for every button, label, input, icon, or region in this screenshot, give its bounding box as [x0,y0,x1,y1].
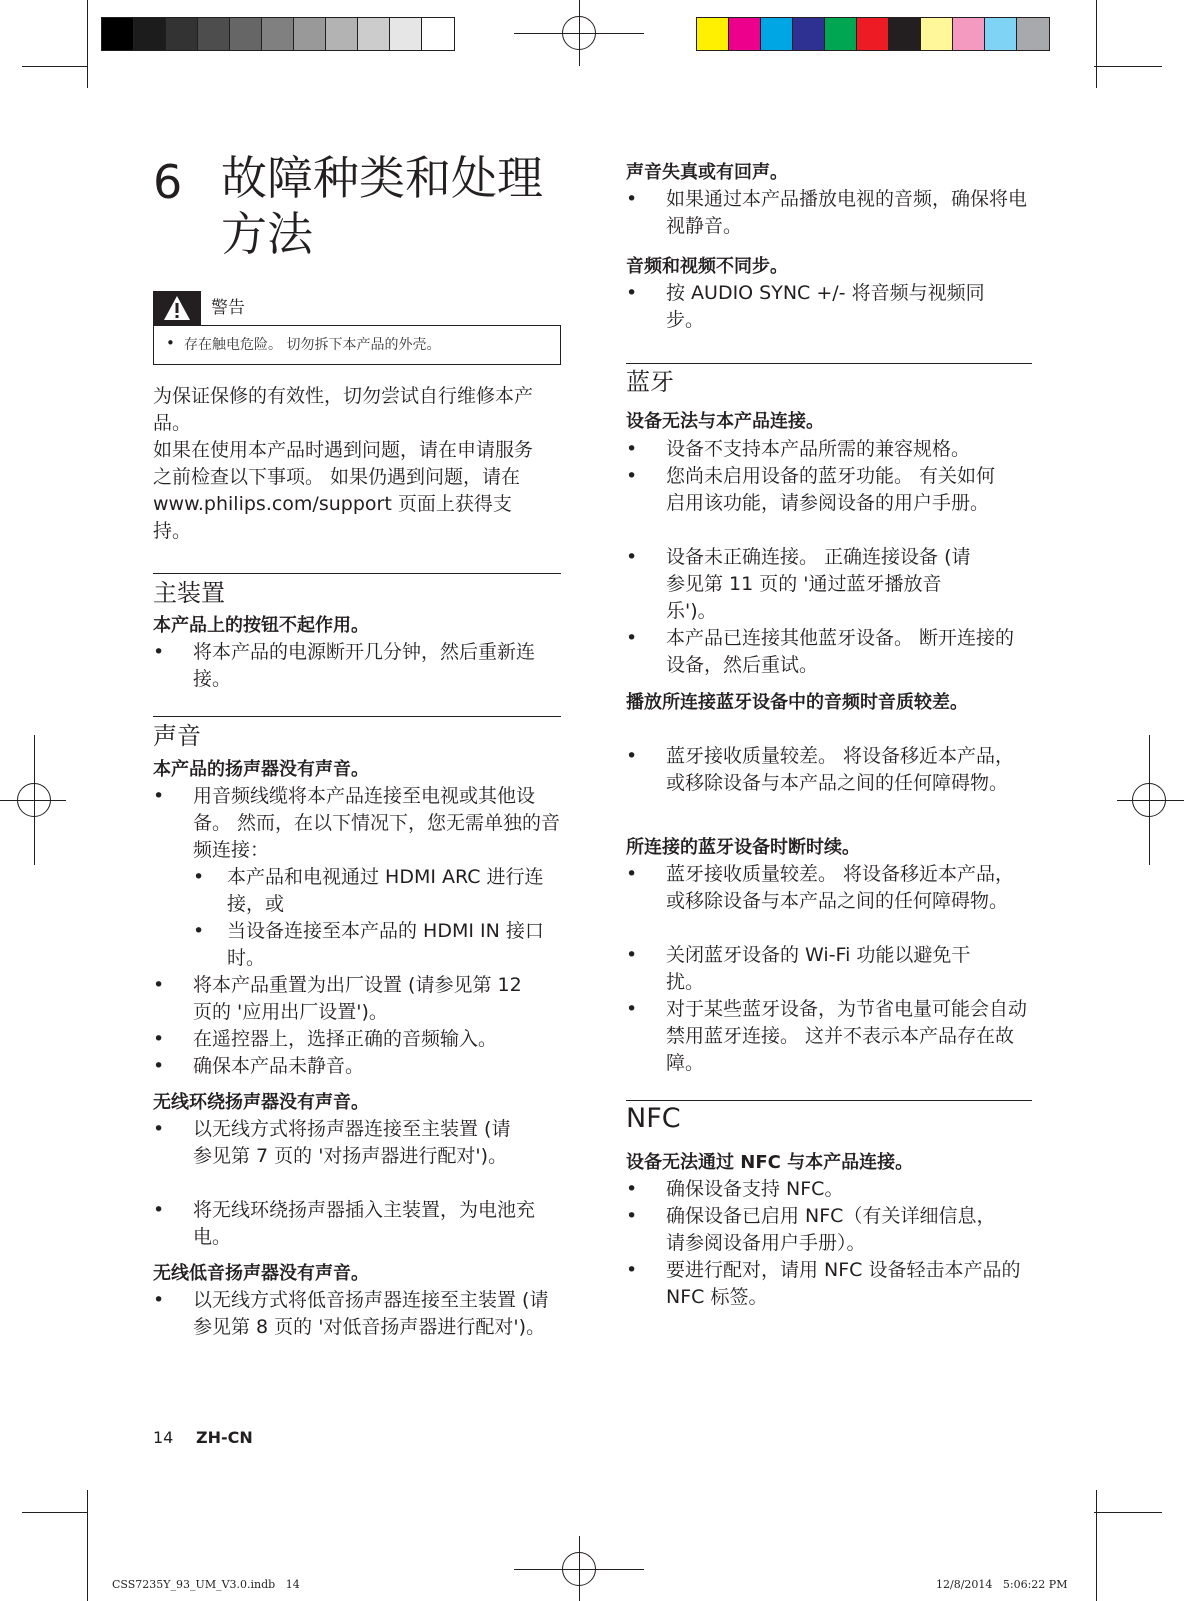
registration-mark [1132,783,1166,817]
gray-swatch [326,18,358,50]
gray-swatch [134,18,166,50]
list-item-text: 用音频线缆将本产品连接至电视或其他设备。 然而，在以下情况下，您无需单独的音频连接： [193,785,561,861]
list-item-text: 以无线方式将扬声器连接至主装置 (请参见第 7 页的 '对扬声器进行配对')。 [193,1118,511,1167]
crop-mark [22,1512,88,1513]
chapter-number: 6 [153,155,183,209]
bullet-marker: • [166,334,175,352]
gray-swatch [358,18,390,50]
color-swatch [1017,18,1049,50]
list-item-text: 将本产品的电源断开几分钟，然后重新连接。 [193,641,536,690]
color-swatch [697,18,729,50]
bullet-marker: • [626,745,638,767]
gray-swatch [390,18,422,50]
bullet-marker: • [153,1055,165,1077]
crop-mark [87,1490,88,1601]
bullet-marker: • [626,998,638,1020]
section-title-bluetooth: 蓝牙 [626,368,674,396]
warning-header [153,291,561,325]
subtitle-no-speaker-sound: 本产品的扬声器没有声音。 [153,759,369,780]
color-swatch [761,18,793,50]
list-item-text: 确保本产品未静音。 [193,1055,365,1077]
list-item-text: 本产品已连接其他蓝牙设备。 断开连接的设备，然后重试。 [666,627,1015,676]
warning-box [153,325,561,365]
warning-text: 存在触电危险。 切勿拆下本产品的外壳。 [184,337,441,353]
list-item-text: 确保设备支持 NFC。 [666,1178,844,1200]
gray-swatch [198,18,230,50]
process-color-bar [696,17,1050,51]
bullet-marker: • [153,785,165,807]
subtitle-cannot-connect: 设备无法与本产品连接。 [626,411,824,432]
bullet-marker: • [153,1289,165,1311]
bullet-marker: • [626,188,638,210]
bullet-marker: • [626,546,638,568]
list-item-text: 您尚未启用设备的蓝牙功能。 有关如何启用该功能，请参阅设备的用户手册。 [666,465,996,514]
gray-swatch [166,18,198,50]
bullet-marker: • [626,627,638,649]
list-item-text: 将无线环绕扬声器插入主装置，为电池充电。 [193,1199,536,1248]
bullet-marker: • [626,1205,638,1227]
bullet-marker: • [626,465,638,487]
color-swatch [953,18,985,50]
intro-paragraph-1: 为保证保修的有效性，切勿尝试自行维修本产品。 [153,385,534,434]
registration-mark [17,783,51,817]
bullet-marker: • [153,1199,165,1221]
color-swatch [825,18,857,50]
list-item-text: 将本产品重置为出厂设置 (请参见第 12 页的 '应用出厂设置')。 [193,974,522,1023]
list-item-text: 对于某些蓝牙设备，为节省电量可能会自动禁用蓝牙连接。 这并不表示本产品存在故障。 [666,998,1028,1074]
bullet-marker: • [153,1118,165,1140]
intro-paragraph-2: 如果在使用本产品时遇到问题，请在申请服务之前检查以下事项。 如果仍遇到问题，请在 www.philips.com/support 页面上获得支持。 [153,439,534,542]
crop-mark [1096,0,1097,88]
language-code: ZH-CN [196,1428,253,1447]
list-item-text: 按 AUDIO SYNC +/- 将音频与视频同步。 [666,282,985,331]
list-item-text: 在遥控器上，选择正确的音频输入。 [193,1028,498,1050]
section-title-nfc: NFC [626,1103,681,1134]
section-rule [153,716,561,717]
bullet-marker: • [153,1028,165,1050]
color-swatch [729,18,761,50]
color-swatch [985,18,1017,50]
registration-mark [562,16,596,50]
list-item-text: 要进行配对，请用 NFC 设备轻击本产品的 NFC 标签。 [666,1259,1021,1308]
crop-mark [1094,1512,1162,1513]
list-item-text: 设备未正确连接。 正确连接设备 (请参见第 11 页的 '通过蓝牙播放音乐')。 [666,546,971,622]
subtitle-av-out-of-sync: 音频和视频不同步。 [626,256,788,277]
grayscale-color-bar [101,17,455,51]
bullet-marker: • [193,866,205,888]
list-item-text: 本产品和电视通过 HDMI ARC 进行连接，或 [227,866,544,915]
section-rule [626,363,1032,364]
section-title-sound: 声音 [153,722,201,750]
subtitle-no-subwoofer-sound: 无线低音扬声器没有声音。 [153,1263,369,1284]
section-title-main-unit: 主装置 [153,579,225,607]
list-item-text: 设备不支持本产品所需的兼容规格。 [666,438,971,460]
chapter-title: 故障种类和处理方法 [221,151,543,261]
gray-swatch [422,18,454,50]
bullet-marker: • [626,1178,638,1200]
list-item-text: 如果通过本产品播放电视的音频，确保将电视静音。 [666,188,1028,237]
color-swatch [793,18,825,50]
crop-mark [87,0,88,88]
warning-label: 警告 [211,298,245,318]
page-number: 14 [153,1428,174,1447]
list-item-text: 关闭蓝牙设备的 Wi-Fi 功能以避免干扰。 [666,944,971,993]
bullet-marker: • [153,641,165,663]
color-swatch [857,18,889,50]
list-item-text: 以无线方式将低音扬声器连接至主装置 (请参见第 8 页的 '对低音扬声器进行配对')。 [193,1289,549,1338]
color-swatch [889,18,921,50]
subtitle-nfc-cannot-connect: 设备无法通过 NFC 与本产品连接。 [626,1152,914,1173]
warning-badge [153,291,201,325]
gray-swatch [262,18,294,50]
bullet-marker: • [626,282,638,304]
warning-triangle-icon [163,295,191,321]
subtitle-buttons-not-working: 本产品上的按钮不起作用。 [153,615,369,636]
gray-swatch [102,18,134,50]
crop-mark [22,66,88,67]
list-item-text: 蓝牙接收质量较差。 将设备移近本产品，或移除设备与本产品之间的任何障碍物。 [666,863,1015,912]
registration-mark [562,1552,596,1586]
bullet-marker: • [193,920,205,942]
bullet-marker: • [153,974,165,996]
bullet-marker: • [626,1259,638,1281]
bullet-marker: • [626,438,638,460]
slug-date: 12/8/2014 5:06:22 PM [936,1578,1068,1591]
crop-mark [1094,66,1162,67]
list-item-text: 确保设备已启用 NFC（有关详细信息，请参阅设备用户手册）。 [666,1205,996,1254]
slug-file-info: CSS7235Y_93_UM_V3.0.indb 14 [112,1578,300,1591]
subtitle-poor-audio-quality: 播放所连接蓝牙设备中的音频时音质较差。 [626,692,968,713]
gray-swatch [230,18,262,50]
section-rule [626,1100,1032,1101]
bullet-marker: • [626,863,638,885]
color-swatch [921,18,953,50]
section-rule [153,573,561,574]
subtitle-sound-distorted: 声音失真或有回声。 [626,162,788,183]
subtitle-no-surround-sound: 无线环绕扬声器没有声音。 [153,1092,369,1113]
list-item-text: 蓝牙接收质量较差。 将设备移近本产品，或移除设备与本产品之间的任何障碍物。 [666,745,1015,794]
list-item-text: 当设备连接至本产品的 HDMI IN 接口时。 [227,920,544,969]
gray-swatch [294,18,326,50]
subtitle-intermittent-connection: 所连接的蓝牙设备时断时续。 [626,837,860,858]
bullet-marker: • [626,944,638,966]
crop-mark [1096,1490,1097,1601]
